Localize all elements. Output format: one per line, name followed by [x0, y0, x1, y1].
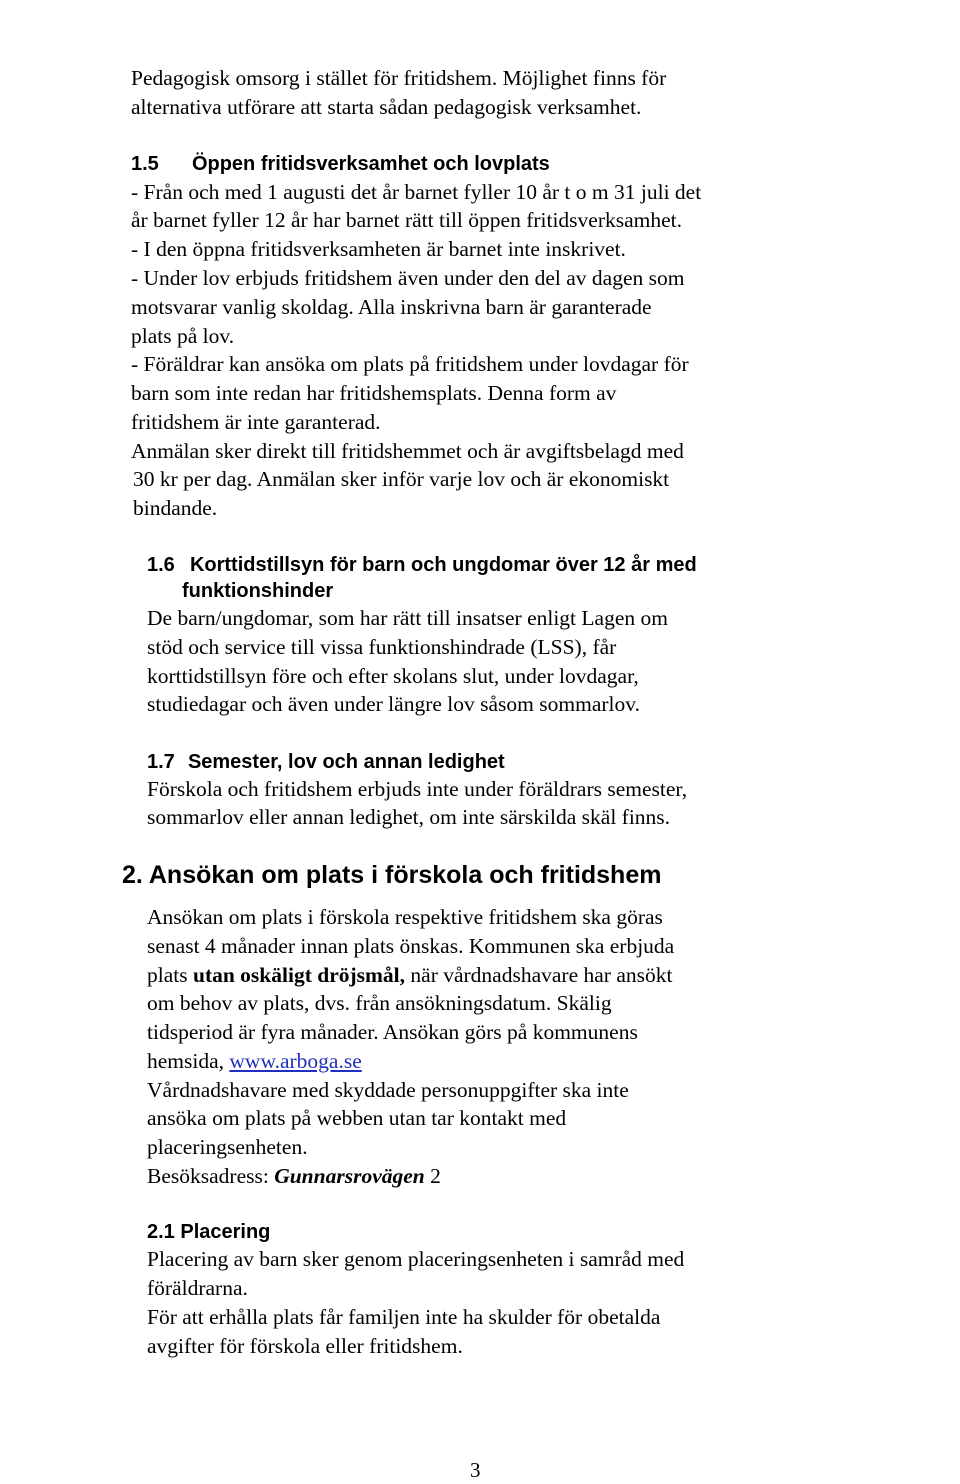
- s2-line-3-pre: plats: [147, 963, 193, 987]
- s16-line-2: stöd och service till vissa funktionshindrade (LSS), får: [147, 635, 617, 659]
- section-1-6-heading: [147, 551, 697, 579]
- s21-line-1: Placering av barn sker genom placeringsenheten i samråd med: [147, 1247, 685, 1271]
- section-1-5-number: 1.5: [131, 153, 159, 175]
- arboga-website-link[interactable]: www.arboga.se: [229, 1049, 362, 1073]
- s16-line-4: studiedagar och även under längre lov såsom sommarlov.: [147, 692, 640, 716]
- s21-line-4: avgifter för förskola eller fritidshem.: [147, 1334, 463, 1358]
- section-1-7-title: Semester, lov och annan ledighet: [187, 751, 505, 773]
- s2-line-3-bold: utan oskäligt dröjsmål,: [192, 963, 406, 987]
- s2-line-6-pre: hemsida,: [147, 1049, 230, 1073]
- s2-line-7: Vårdnadshavare med skyddade personuppgifter ska inte: [147, 1078, 629, 1102]
- s15-line-2: år barnet fyller 12 år har barnet rätt till öppen fritidsverksamhet.: [131, 208, 683, 232]
- s2-line-2: senast 4 månader innan plats önskas. Kommunen ska erbjuda: [147, 934, 675, 958]
- s2-line-5: tidsperiod är fyra månader. Ansökan görs på kommunens: [147, 1020, 638, 1044]
- s15-line-4: - Under lov erbjuds fritidshem även under den del av dagen som: [131, 266, 685, 290]
- s21-line-3: För att erhålla plats får familjen inte ha skulder för obetalda: [147, 1305, 661, 1329]
- s2-line-9: placeringsenheten.: [147, 1135, 308, 1159]
- s2-line-1: Ansökan om plats i förskola respektive fritidshem ska göras: [147, 905, 663, 929]
- s15-line-6: plats på lov.: [131, 324, 235, 348]
- s15-line-7: - Föräldrar kan ansöka om plats på fritidshem under lovdagar för: [131, 352, 689, 376]
- section-1-7-heading: [147, 748, 505, 776]
- section-1-6-title-2: funktionshinder: [182, 580, 334, 602]
- s15-line-1: - Från och med 1 augusti det år barnet fyller 10 år t o m 31 juli det: [131, 180, 702, 204]
- s17-line-1: Förskola och fritidshem erbjuds inte under föräldrars semester,: [147, 777, 688, 801]
- section-2-heading: 2. Ansökan om plats i förskola och fritidshem: [122, 861, 662, 889]
- s15-line-3: - I den öppna fritidsverksamheten är barnet inte inskrivet.: [131, 237, 626, 261]
- s2-line-3: [147, 961, 672, 989]
- s15-line-5: motsvarar vanlig skoldag. Alla inskrivna barn är garanterade: [131, 295, 652, 319]
- page-number: 3: [470, 1458, 481, 1482]
- s21-line-2: föräldrarna.: [147, 1276, 248, 1300]
- s2-line-3-post: när vårdnadshavare har ansökt: [405, 963, 673, 987]
- section-1-6-number: 1.6: [147, 554, 175, 576]
- s16-line-3: korttidstillsyn före och efter skolans slut, under lovdagar,: [147, 664, 639, 688]
- s2-line-10-pre: Besöksadress:: [147, 1164, 275, 1188]
- section-1-5-title: Öppen fritidsverksamhet och lovplats: [191, 153, 550, 175]
- section-1-6-title-1: Korttidstillsyn för barn och ungdomar över 12 år med: [189, 554, 697, 576]
- visiting-address-street: Gunnarsrovägen: [274, 1164, 425, 1188]
- s2-line-10: [147, 1162, 441, 1190]
- intro-line-1: Pedagogisk omsorg i stället för fritidshem. Möjlighet finns för: [131, 66, 667, 90]
- section-2-1-heading: 2.1 Placering: [147, 1221, 271, 1243]
- s15-line-10: Anmälan sker direkt till fritidshemmet och är avgiftsbelagd med: [131, 439, 684, 463]
- intro-line-2: alternativa utförare att starta sådan pedagogisk verksamhet.: [131, 95, 642, 119]
- s2-line-8: ansöka om plats på webben utan tar kontakt med: [147, 1106, 567, 1130]
- s2-line-10-post: 2: [424, 1164, 441, 1188]
- s2-line-6: [147, 1047, 362, 1075]
- s17-line-2: sommarlov eller annan ledighet, om inte särskilda skäl finns.: [147, 805, 671, 829]
- section-1-7-number: 1.7: [147, 751, 175, 773]
- s15-line-9: fritidshem är inte garanterad.: [131, 410, 381, 434]
- s2-line-4: om behov av plats, dvs. från ansökningsdatum. Skälig: [147, 991, 612, 1015]
- section-1-5-heading: [131, 150, 550, 178]
- s16-line-1: De barn/ungdomar, som har rätt till insatser enligt Lagen om: [147, 606, 668, 630]
- s15-line-8: barn som inte redan har fritidshemsplats. Denna form av: [131, 381, 617, 405]
- s15-line-12: bindande.: [133, 496, 218, 520]
- s15-line-11: 30 kr per dag. Anmälan sker inför varje lov och är ekonomiskt: [133, 467, 670, 491]
